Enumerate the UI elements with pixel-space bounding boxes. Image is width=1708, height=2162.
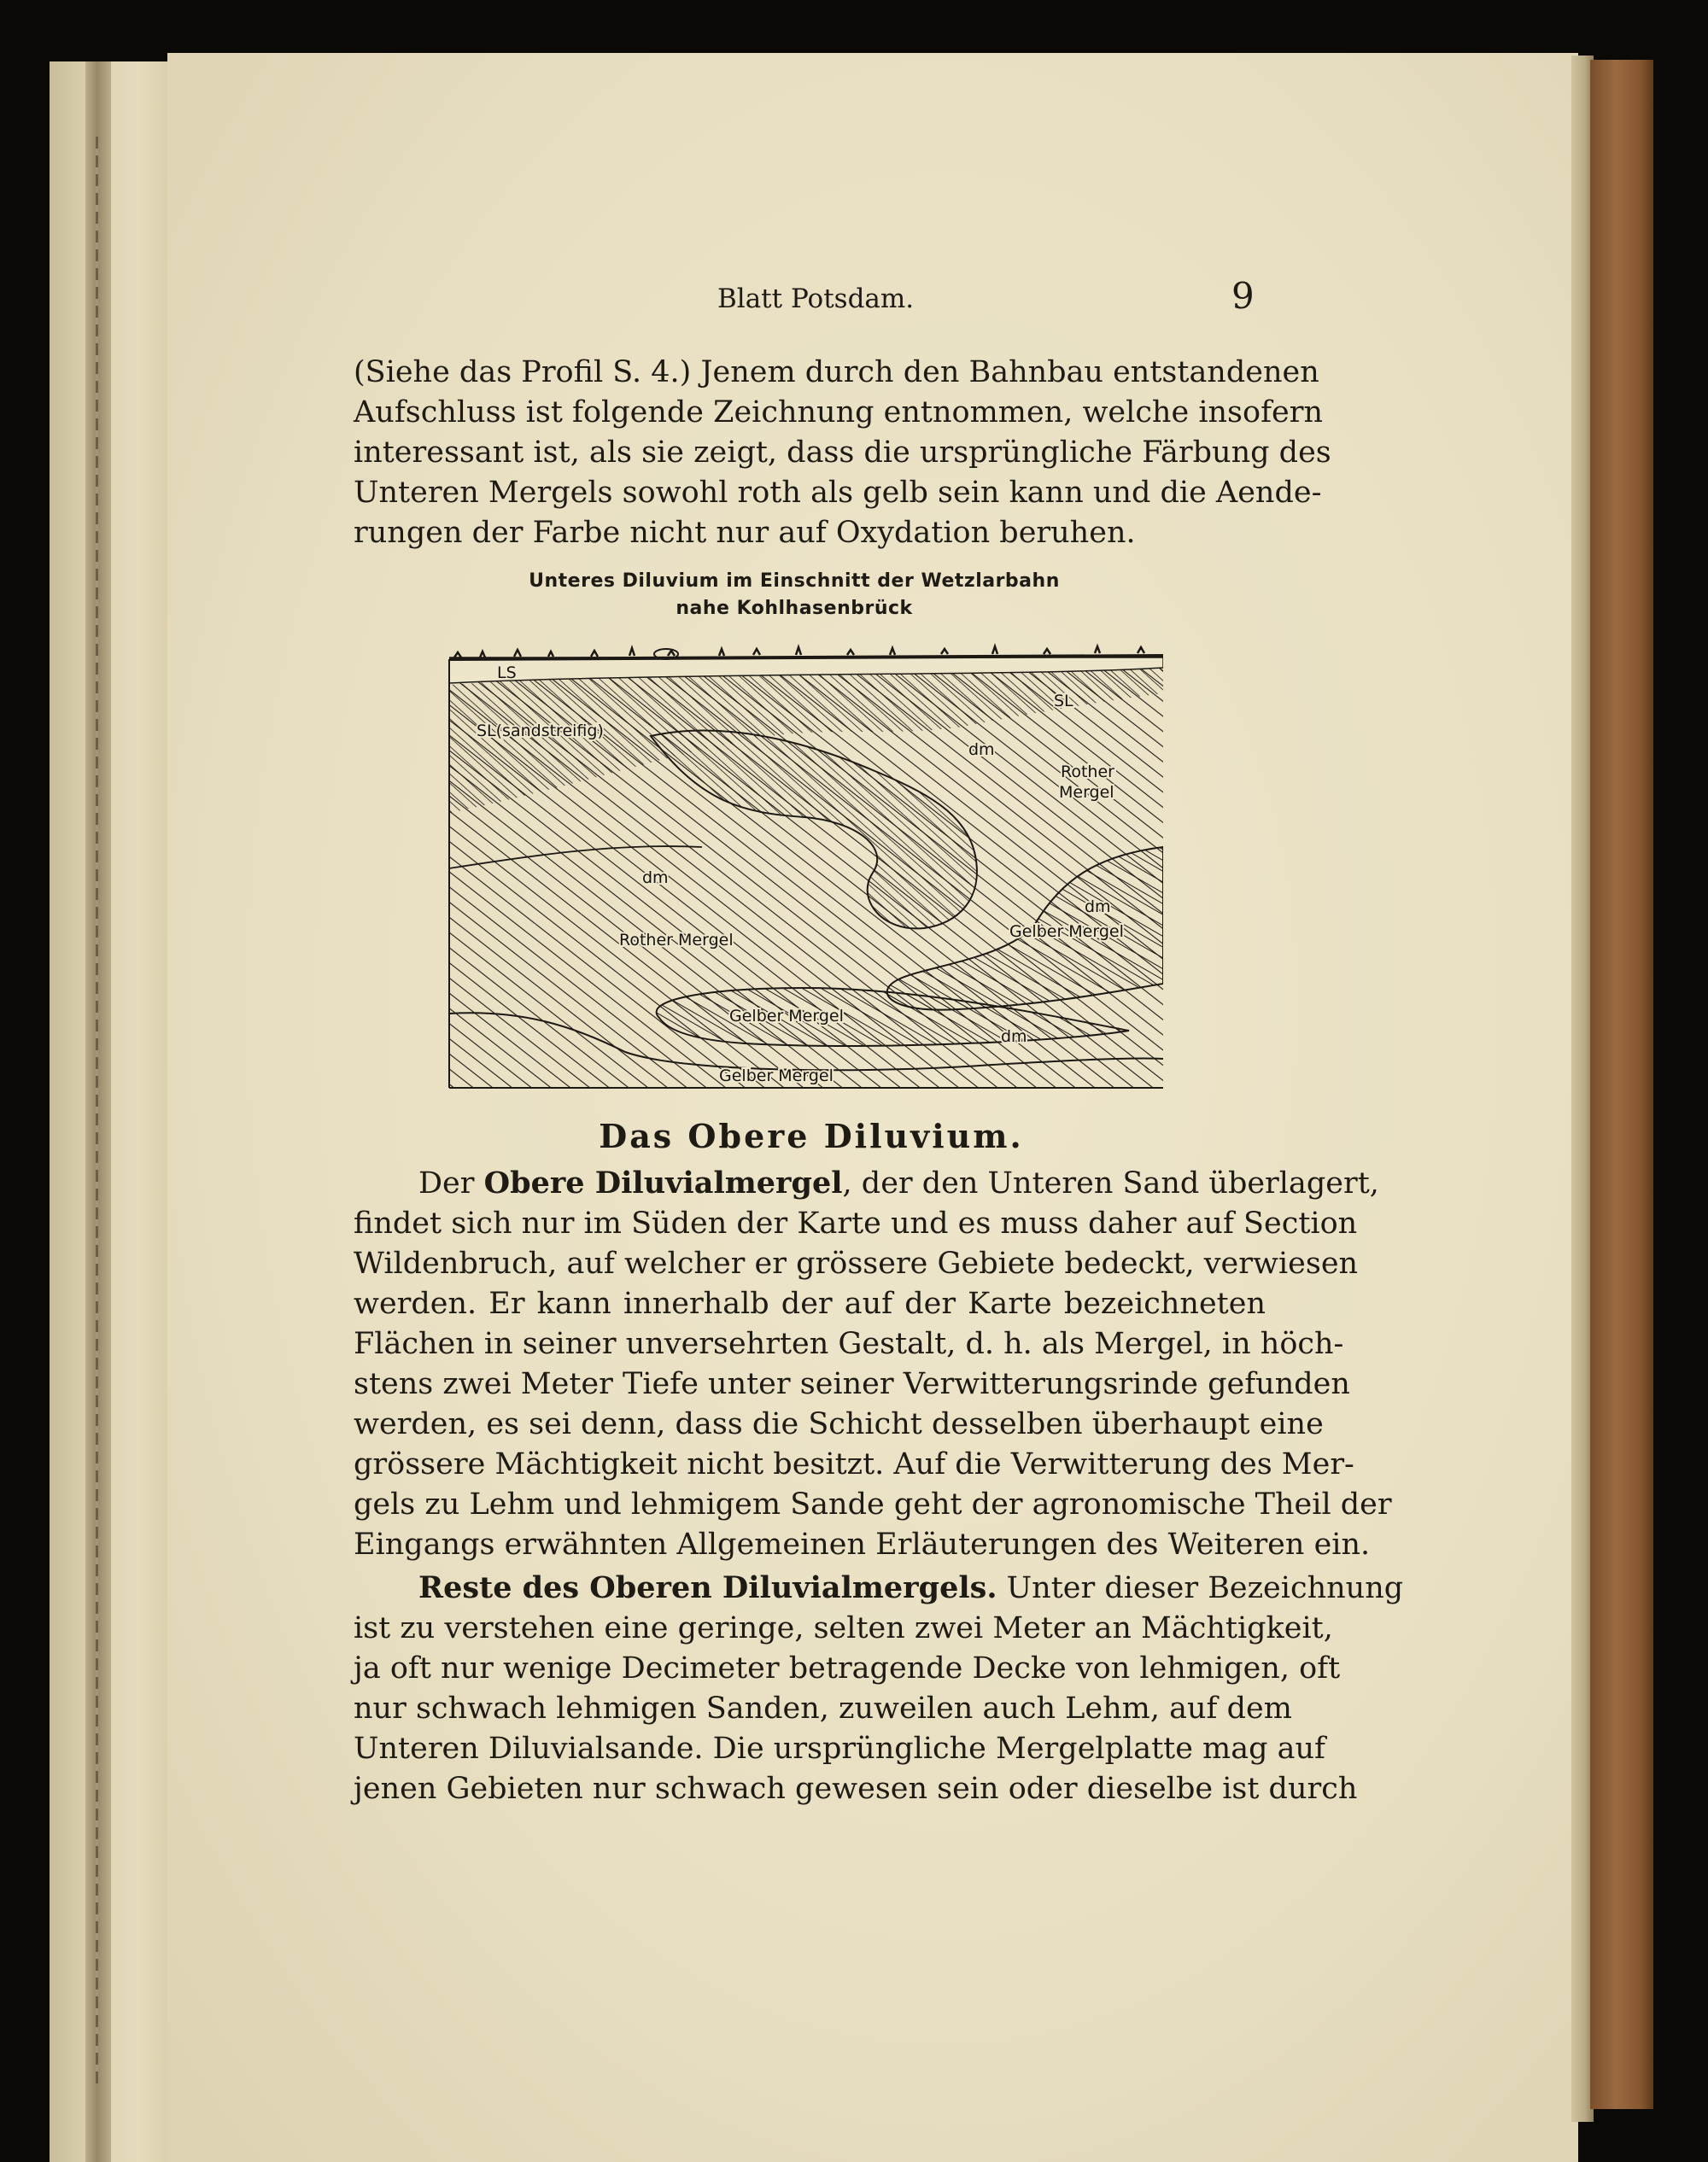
text-line: findet sich nur im Süden der Karte und es muss daher auf Section bbox=[354, 1207, 1358, 1241]
label-gelber-mergel: Gelber Mergel bbox=[1009, 922, 1124, 941]
text-line: Aufschluss ist folgende Zeichnung entnommen, welche insofern bbox=[354, 395, 1324, 429]
label-gelber-mergel: Gelber Mergel bbox=[719, 1066, 834, 1085]
label-dm: dm bbox=[1085, 897, 1111, 916]
label-dm: dm bbox=[642, 868, 669, 887]
label-mergel: Mergel bbox=[1059, 783, 1114, 802]
text-line: ist zu verstehen eine geringe, selten zwei Meter an Mächtigkeit, bbox=[354, 1611, 1333, 1645]
label-dm: dm bbox=[968, 740, 995, 759]
label-rother-mergel: Rother Mergel bbox=[619, 931, 734, 950]
bold-term: Reste des Oberen Diluvialmergels. bbox=[418, 1570, 997, 1605]
book-cover-edge bbox=[1590, 60, 1653, 2109]
label-ls: LS bbox=[497, 663, 517, 682]
figure-caption-line-1: Unteres Diluvium im Einschnitt der Wetzlarbahn bbox=[529, 570, 1060, 592]
bold-term: Obere Diluvialmergel bbox=[483, 1166, 843, 1201]
label-dm: dm bbox=[1001, 1027, 1027, 1046]
cross-section-drawing bbox=[446, 642, 1168, 1091]
text-line: grössere Mächtigkeit nicht besitzt. Auf die Verwitterung des Mer- bbox=[354, 1447, 1354, 1481]
text-line: stens zwei Meter Tiefe unter seiner Verwitterungsrinde gefunden bbox=[354, 1367, 1350, 1401]
book-gutter bbox=[85, 61, 111, 2162]
text-line: rungen der Farbe nicht nur auf Oxydation beruhen. bbox=[354, 516, 1136, 550]
label-gelber-mergel: Gelber Mergel bbox=[729, 1007, 844, 1025]
text-run: Unter dieser Bezeichnung bbox=[997, 1571, 1404, 1605]
text-run: , der den Unteren Sand überlagert, bbox=[842, 1166, 1379, 1201]
text-line bbox=[418, 1569, 1404, 1607]
binding-thread bbox=[96, 137, 98, 2083]
text-line: ja oft nur wenige Decimeter betragende Decke von lehmigen, oft bbox=[354, 1651, 1341, 1686]
figure-caption-line-2: nahe Kohlhasenbrück bbox=[676, 598, 913, 619]
left-page-edge bbox=[50, 61, 178, 2162]
label-sl: SL bbox=[1054, 692, 1073, 710]
text-line: werden, es sei denn, dass die Schicht desselben überhaupt eine bbox=[354, 1407, 1324, 1441]
text-line: Flächen in seiner unversehrten Gestalt, d. h. als Mergel, in höch- bbox=[354, 1327, 1344, 1361]
text-line: Wildenbruch, auf welcher er grössere Gebiete bedeckt, verwiesen bbox=[354, 1247, 1359, 1281]
text-line: Unteren Diluvialsande. Die ursprüngliche Mergelplatte mag auf bbox=[354, 1732, 1325, 1766]
text-line: gels zu Lehm und lehmigem Sande geht der agronomische Theil der bbox=[354, 1487, 1392, 1522]
text-line bbox=[418, 1165, 1379, 1202]
text-line: Unteren Mergels sowohl roth als gelb sein kann und die Aende- bbox=[354, 476, 1322, 510]
geological-profile-figure bbox=[446, 642, 1168, 1091]
page-number: 9 bbox=[1231, 275, 1255, 317]
text-line: (Siehe das Profil S. 4.) Jenem durch den Bahnbau entstandenen bbox=[354, 355, 1319, 389]
section-heading: Das Obere Diluvium. bbox=[599, 1117, 1024, 1155]
label-rother: Rother bbox=[1061, 763, 1114, 781]
text-run: Der bbox=[418, 1166, 484, 1201]
text-line: jenen Gebieten nur schwach gewesen sein oder dieselbe ist durch bbox=[354, 1772, 1358, 1806]
text-line: Eingangs erwähnten Allgemeinen Erläuterungen des Weiteren ein. bbox=[354, 1528, 1371, 1562]
text-line: interessant ist, als sie zeigt, dass die ursprüngliche Färbung des bbox=[354, 435, 1331, 470]
label-sl-sandstreifig: SL(sandstreifig) bbox=[477, 722, 604, 740]
running-header: Blatt Potsdam. bbox=[717, 283, 915, 314]
text-line: nur schwach lehmigen Sanden, zuweilen auch Lehm, auf dem bbox=[354, 1692, 1292, 1726]
text-line: werden. Er kann innerhalb der auf der Karte bezeichneten bbox=[354, 1287, 1266, 1321]
